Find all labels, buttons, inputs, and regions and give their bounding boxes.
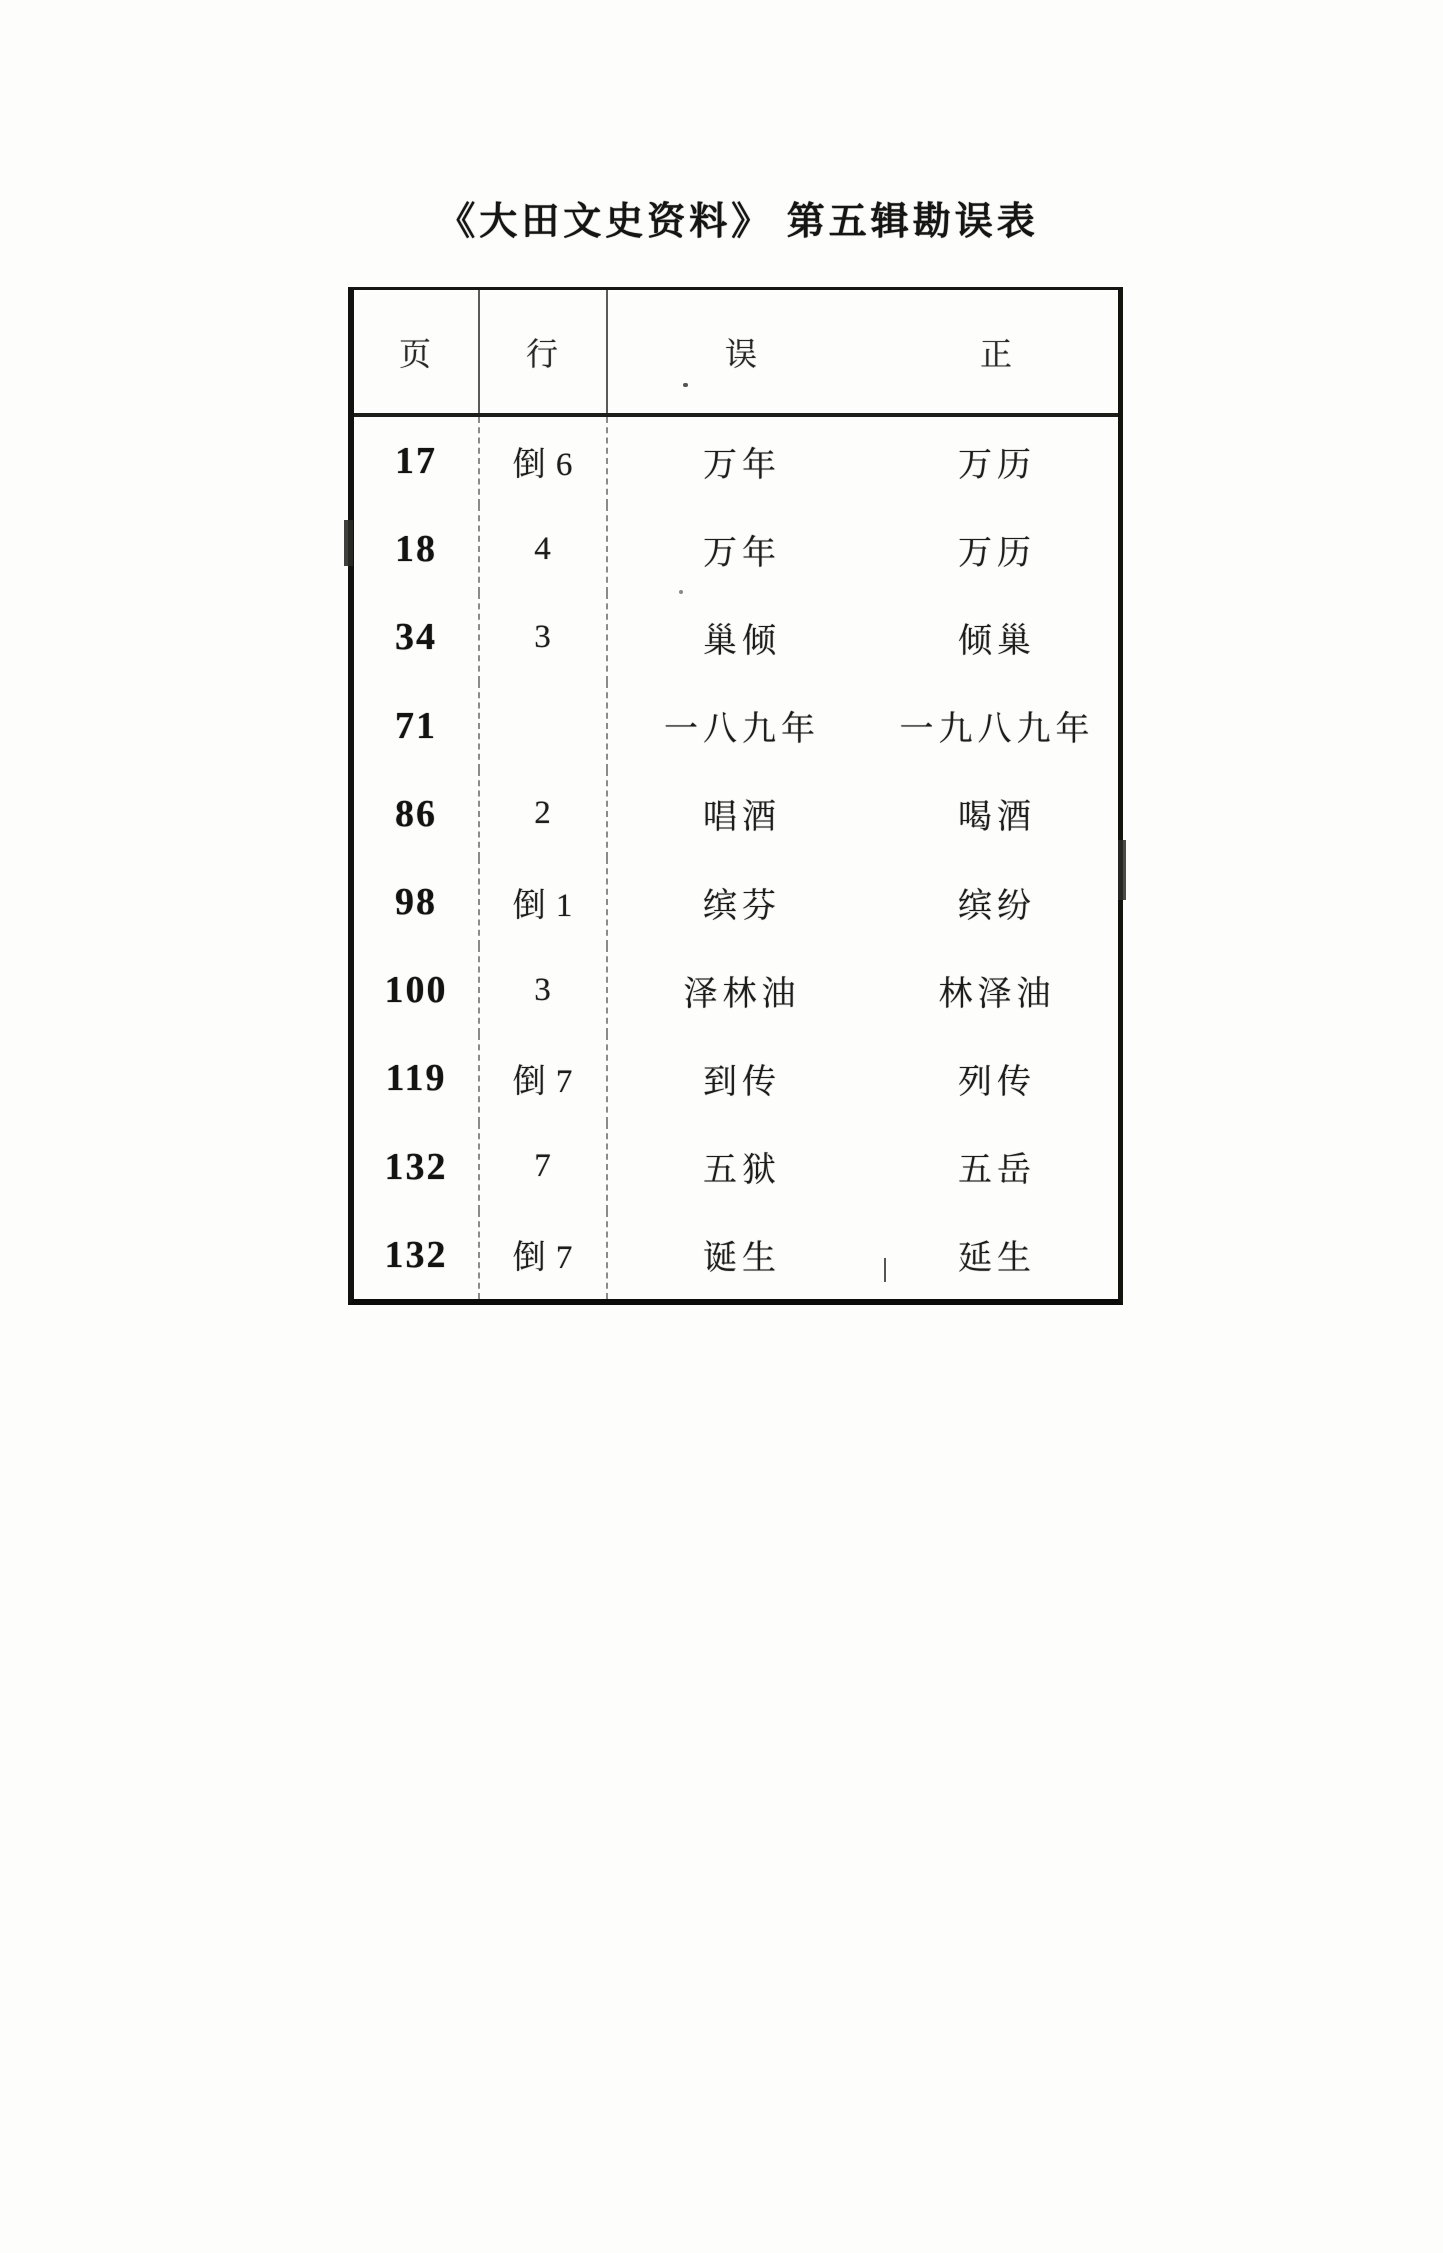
cell-right xyxy=(876,505,1118,593)
cell-right xyxy=(876,1123,1118,1211)
cell-wrong xyxy=(608,858,876,946)
cell-page xyxy=(354,770,480,858)
cell-page xyxy=(354,593,480,681)
line-value: 倒 6 xyxy=(512,446,574,483)
cell-line xyxy=(480,505,608,593)
table-row xyxy=(354,946,1118,1034)
cell-page xyxy=(354,858,480,946)
cell-page xyxy=(354,946,480,1034)
table-row xyxy=(354,858,1118,946)
page-value: 100 xyxy=(384,969,448,1012)
header-cell-right xyxy=(876,290,1118,413)
scan-speck xyxy=(679,590,683,594)
cell-line xyxy=(480,1123,608,1211)
header-cell-page xyxy=(354,290,480,413)
table-row xyxy=(354,682,1118,770)
cell-line xyxy=(480,770,608,858)
page-value: 119 xyxy=(385,1057,447,1100)
line-value: 倒 7 xyxy=(512,1063,574,1100)
header-label-page: 页 xyxy=(398,335,433,372)
scan-speck xyxy=(683,383,688,387)
cell-right xyxy=(876,770,1118,858)
header-cell-line xyxy=(480,290,608,413)
header-cell-wrong xyxy=(608,290,876,413)
scan-speck xyxy=(884,1258,886,1282)
cell-wrong xyxy=(608,1123,876,1211)
wrong-value: 万年 xyxy=(703,446,781,484)
page-value: 17 xyxy=(395,440,437,483)
table-row xyxy=(354,1123,1118,1211)
cell-wrong xyxy=(608,770,876,858)
scan-ink-blob xyxy=(344,520,353,566)
right-value: 喝酒 xyxy=(958,799,1036,837)
wrong-value: 一八九年 xyxy=(664,711,820,749)
header-row xyxy=(354,290,1118,417)
cell-page xyxy=(354,417,480,505)
right-value: 万历 xyxy=(958,534,1036,572)
cell-line xyxy=(480,858,608,946)
right-value: 万历 xyxy=(958,446,1036,484)
cell-right xyxy=(876,417,1118,505)
wrong-value: 缤芬 xyxy=(703,887,781,925)
table-body xyxy=(354,417,1118,1299)
cell-right xyxy=(876,858,1118,946)
cell-right xyxy=(876,593,1118,681)
cell-line xyxy=(480,946,608,1034)
scan-ink-blob xyxy=(1118,840,1126,900)
cell-page xyxy=(354,505,480,593)
page-value: 34 xyxy=(395,616,437,659)
cell-right xyxy=(876,1034,1118,1122)
page-value: 18 xyxy=(395,528,437,571)
cell-wrong xyxy=(608,1034,876,1122)
cell-wrong xyxy=(608,505,876,593)
header-label-wrong: 误 xyxy=(724,335,759,372)
page-title: 《大田文史资料》 第五辑勘误表 xyxy=(437,201,1039,243)
cell-page xyxy=(354,1034,480,1122)
table-row xyxy=(354,593,1118,681)
header-label-right: 正 xyxy=(979,335,1014,372)
table-row xyxy=(354,1034,1118,1122)
page-value: 132 xyxy=(384,1233,448,1276)
cell-right xyxy=(876,1211,1118,1299)
cell-right xyxy=(876,682,1118,770)
wrong-value: 巢倾 xyxy=(703,622,781,660)
line-value: 倒 7 xyxy=(512,1240,574,1277)
line-value: 3 xyxy=(534,971,552,1008)
cell-wrong xyxy=(608,682,876,770)
right-value: 五岳 xyxy=(958,1152,1036,1190)
page-value: 71 xyxy=(395,704,437,747)
cell-line xyxy=(480,593,608,681)
cell-page xyxy=(354,682,480,770)
page-value: 132 xyxy=(384,1145,448,1188)
line-value: 3 xyxy=(534,618,552,655)
errata-table xyxy=(348,287,1123,1305)
cell-wrong xyxy=(608,417,876,505)
table-row xyxy=(354,770,1118,858)
cell-line xyxy=(480,682,608,770)
wrong-value: 泽林油 xyxy=(683,975,801,1013)
cell-line xyxy=(480,417,608,505)
wrong-value: 诞生 xyxy=(703,1240,781,1278)
table-row xyxy=(354,505,1118,593)
table-row xyxy=(354,1211,1118,1299)
cell-line xyxy=(480,1211,608,1299)
cell-page xyxy=(354,1211,480,1299)
wrong-value: 五狱 xyxy=(703,1152,781,1190)
line-value: 倒 1 xyxy=(512,887,574,924)
line-value: 4 xyxy=(534,530,552,567)
cell-wrong xyxy=(608,946,876,1034)
table-row xyxy=(354,417,1118,505)
table-header xyxy=(354,290,1118,417)
right-value: 缤纷 xyxy=(958,887,1036,925)
right-value: 列传 xyxy=(958,1063,1036,1101)
page-value: 86 xyxy=(395,792,437,835)
wrong-value: 万年 xyxy=(703,534,781,572)
cell-page xyxy=(354,1123,480,1211)
right-value: 林泽油 xyxy=(938,975,1056,1013)
wrong-value: 唱酒 xyxy=(703,799,781,837)
cell-line xyxy=(480,1034,608,1122)
right-value: 延生 xyxy=(958,1240,1036,1278)
right-value: 倾巢 xyxy=(958,622,1036,660)
line-value: 7 xyxy=(534,1148,552,1185)
cell-wrong xyxy=(608,1211,876,1299)
cell-right xyxy=(876,946,1118,1034)
line-value: 2 xyxy=(534,795,552,832)
page-value: 98 xyxy=(395,881,437,924)
right-value: 一九八九年 xyxy=(899,711,1095,749)
header-label-line: 行 xyxy=(525,335,560,372)
cell-wrong xyxy=(608,593,876,681)
wrong-value: 到传 xyxy=(703,1063,781,1101)
